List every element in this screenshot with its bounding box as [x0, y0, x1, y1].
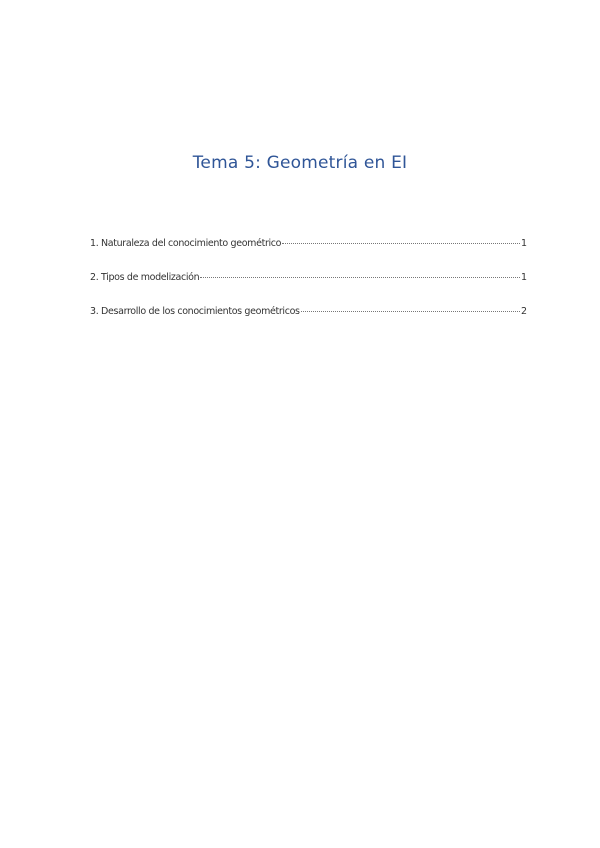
table-of-contents	[90, 234, 527, 336]
toc-entry[interactable]	[90, 268, 527, 302]
toc-page-number: 1	[520, 238, 527, 249]
document-title: Tema 5: Geometría en EI	[192, 153, 408, 173]
toc-entry[interactable]	[90, 234, 527, 268]
toc-entry-label: 1. Naturaleza del conocimiento geométrico	[90, 238, 282, 249]
toc-entry[interactable]	[90, 302, 527, 336]
toc-entry-label: 3. Desarrollo de los conocimientos geométricos	[90, 306, 300, 317]
toc-dot-leader	[200, 268, 520, 280]
toc-dot-leader	[282, 234, 520, 246]
toc-page-number: 2	[520, 306, 527, 317]
toc-entry-label: 2. Tipos de modelización	[90, 272, 200, 283]
toc-dot-leader	[301, 302, 520, 314]
toc-page-number: 1	[520, 272, 527, 283]
